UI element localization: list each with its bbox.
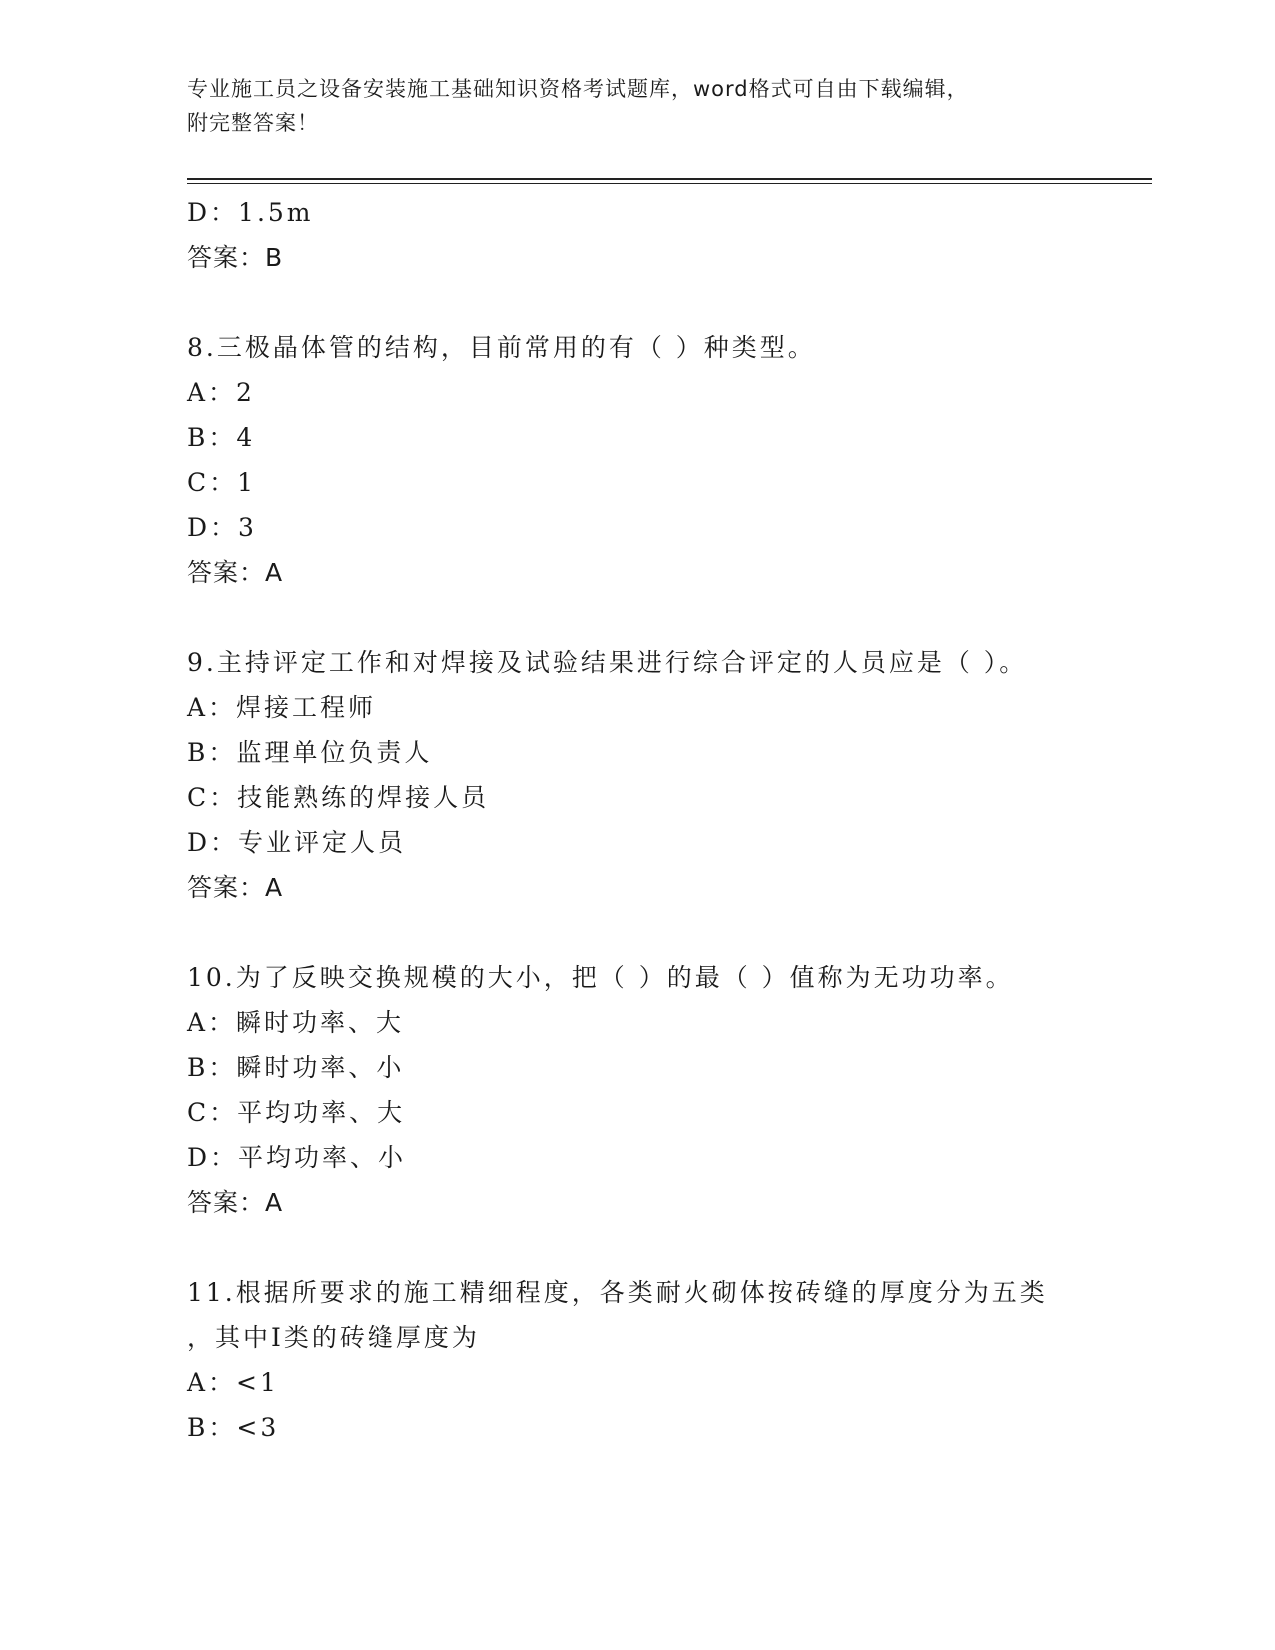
question-stem: 11.根据所要求的施工精细程度，各类耐火砌体按砖缝的厚度分为五类 [187, 1278, 1048, 1307]
question-8 [187, 325, 1087, 595]
document-header [187, 72, 1067, 140]
answer: 答案：A [187, 1188, 284, 1217]
option-d: D：3 [187, 513, 257, 542]
option-b: B：监理单位负责人 [187, 738, 433, 767]
answer: 答案：A [187, 558, 284, 587]
header-rule-thick [187, 178, 1152, 180]
question-list [187, 190, 1087, 1450]
question-10 [187, 955, 1087, 1225]
option-c: C：1 [187, 468, 257, 497]
option-b: B：4 [187, 423, 256, 452]
header-line-1: 专业施工员之设备安装施工基础知识资格考试题库，word格式可自由下载编辑， [187, 77, 969, 101]
option-b: B：<3 [187, 1413, 280, 1442]
question-stem: 9.主持评定工作和对焊接及试验结果进行综合评定的人员应是（ ）。 [187, 648, 1028, 677]
spacer [187, 595, 1087, 640]
prev-option-d: D：1.5m [187, 198, 314, 227]
spacer [187, 280, 1087, 325]
option-c: C：平均功率、大 [187, 1098, 406, 1127]
spacer [187, 910, 1087, 955]
question-11 [187, 1270, 1087, 1450]
question-9 [187, 640, 1087, 910]
header-rule-thin [187, 183, 1152, 184]
option-c: C：技能熟练的焊接人员 [187, 783, 490, 812]
spacer [187, 1225, 1087, 1270]
prev-answer: 答案：B [187, 243, 284, 272]
option-a: A：瞬时功率、大 [187, 1008, 405, 1037]
question-stem: 10.为了反映交换规模的大小，把（ ）的最（ ）值称为无功功率。 [187, 963, 1014, 992]
option-d: D：专业评定人员 [187, 828, 407, 857]
question-stem-continued: ，其中Ⅰ类的砖缝厚度为 [187, 1323, 480, 1352]
question-stem: 8.三极晶体管的结构，目前常用的有（ ）种类型。 [187, 333, 816, 362]
header-line-2: 附完整答案！ [187, 111, 319, 135]
option-b: B：瞬时功率、小 [187, 1053, 405, 1082]
option-a: A：焊接工程师 [187, 693, 377, 722]
option-d: D：平均功率、小 [187, 1143, 407, 1172]
answer: 答案：A [187, 873, 284, 902]
option-a: A：<1 [187, 1368, 279, 1397]
option-a: A：2 [187, 378, 255, 407]
